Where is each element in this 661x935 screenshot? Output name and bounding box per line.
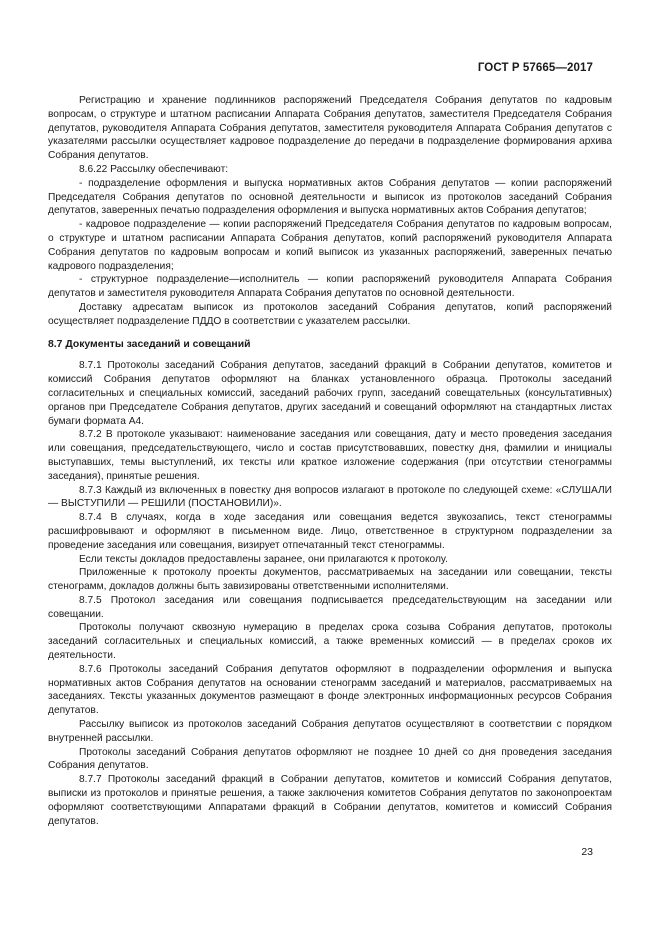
paragraph: Регистрацию и хранение подлинников распоряжений Председателя Собрания депутатов по кадровым вопросам, о структуре и штатном расписании Аппарата Собрания депутатов, заместителя Председателя Собрания депутатов, руководителя Аппарата Собрания депутатов, заместителя руководителя Аппарата Собрания депутатов с указателями рассылки осуществляет кадровое подразделение до передачи в подразделение формирования архива Собрания депутатов. xyxy=(48,95,612,162)
page-number: 23 xyxy=(581,846,593,858)
paragraph: 8.7.4 В случаях, когда в ходе заседания или совещания ведется звукозапись, текст стенограммы расшифровывают и оформляют в письменном виде. Лицо, ответственное в структурном подразделении за проведение заседания или совещания, визирует отпечатанный текст стенограммы. xyxy=(48,512,612,551)
paragraph: 8.7.7 Протоколы заседаний фракций в Собрании депутатов, комитетов и комиссий Собрания депутатов, выписки из протоколов и принятые решения, а также заключения комитетов Собрания депутатов по законопроектам оформляют соответствующими Аппаратами фракций в Собрании депутатов, комитетов и комиссий Собрания депутатов. xyxy=(48,774,612,827)
paragraph: 8.7.6 Протоколы заседаний Собрания депутатов оформляют в подразделении оформления и выпуска нормативных актов Собрания депутатов на основании стенограмм заседаний и материалов, рассматриваемых на заседаниях. Тексты указанных документов размещают в фонде электронных информационных ресурсов Собрания депутатов. xyxy=(48,663,612,717)
list-item: - структурное подразделение—исполнитель — копии распоряжений руководителя Аппарата Собрания депутатов и заместителя руководителя Аппарата Собрания депутатов по основной деятельности. xyxy=(48,274,612,300)
paragraph: 8.7.5 Протокол заседания или совещания подписывается председательствующим на заседании или совещании. xyxy=(48,594,612,620)
paragraph: Приложенные к протоколу проекты документов, рассматриваемых на заседании или совещании, тексты стенограмм, докладов должны быть завизированы ответственными исполнителями. xyxy=(48,567,612,593)
paragraph: Доставку адресатам выписок из протоколов заседаний Собрания депутатов, копий распоряжений осуществляет подразделение ПДДО в соответствии с указателем рассылки. xyxy=(48,301,612,327)
paragraph: 8.6.22 Рассылку обеспечивают: xyxy=(79,163,229,175)
paragraph: 8.7.3 Каждый из включенных в повестку дня вопросов излагают в протоколе по следующей схеме: «СЛУШАЛИ — ВЫСТУПИЛИ — РЕШИЛИ (ПОСТАНОВИЛИ)». xyxy=(48,484,612,510)
paragraph: 8.7.2 В протоколе указывают: наименование заседания или совещания, дату и место проведения заседания или совещания, председательствующего, число и состав присутствовавших, повестку дня, фамилии и инициалы выступавших, темы выступлений, их тексты или краткое изложение содержания (при отсутствии стенограммы заседания), принятые решения. xyxy=(48,429,612,482)
section-heading: 8.7 Документы заседаний и совещаний xyxy=(48,338,251,350)
paragraph: Протоколы получают сквозную нумерацию в пределах срока созыва Собрания депутатов, протоколы заседаний согласительных и специальных комиссий, а также временных комиссий — в пределах сроков их деятельности. xyxy=(48,622,612,662)
paragraph: Если тексты докладов предоставлены заранее, они прилагаются к протоколу. xyxy=(79,553,448,565)
document-body xyxy=(48,94,612,828)
document-code: ГОСТ Р 57665—2017 xyxy=(477,62,593,74)
list-item: - кадровое подразделение — копии распоряжений Председателя Собрания депутатов по кадровым вопросам, о структуре и штатном расписании Аппарата Собрания депутатов, копий распоряжений руководителя Аппарата Собрания депутатов по кадровым вопросам и копий выписок из указанных распоряжений, заверенных печатью кадрового подразделения; xyxy=(48,219,612,272)
paragraph: Протоколы заседаний Собрания депутатов оформляют не позднее 10 дней со дня проведения заседания Собрания депутатов. xyxy=(48,746,612,772)
paragraph: Рассылку выписок из протоколов заседаний Собрания депутатов осуществляют в соответствии с порядком внутренней рассылки. xyxy=(48,719,612,744)
list-item: - подразделение оформления и выпуска нормативных актов Собрания депутатов — копии распоряжений Председателя Собрания депутатов по основной деятельности и выписок из протоколов заседаний Собрания депутатов, заверенных печатью подразделения оформления и выпуска нормативных актов Собрания депутатов; xyxy=(48,177,612,217)
paragraph: 8.7.1 Протоколы заседаний Собрания депутатов, заседаний фракций в Собрании депутатов, комитетов и комиссий Собрания депутатов оформляют на бланках установленного образца. Протоколы заседаний согласительных и специальных комиссий, заседаний рабочих групп, заседаний совещательных (консультативных) органов при Председателе Собрания депутатов, других заседаний и совещаний оформляют на стандартных листах бумаги формата А4. xyxy=(48,360,612,427)
